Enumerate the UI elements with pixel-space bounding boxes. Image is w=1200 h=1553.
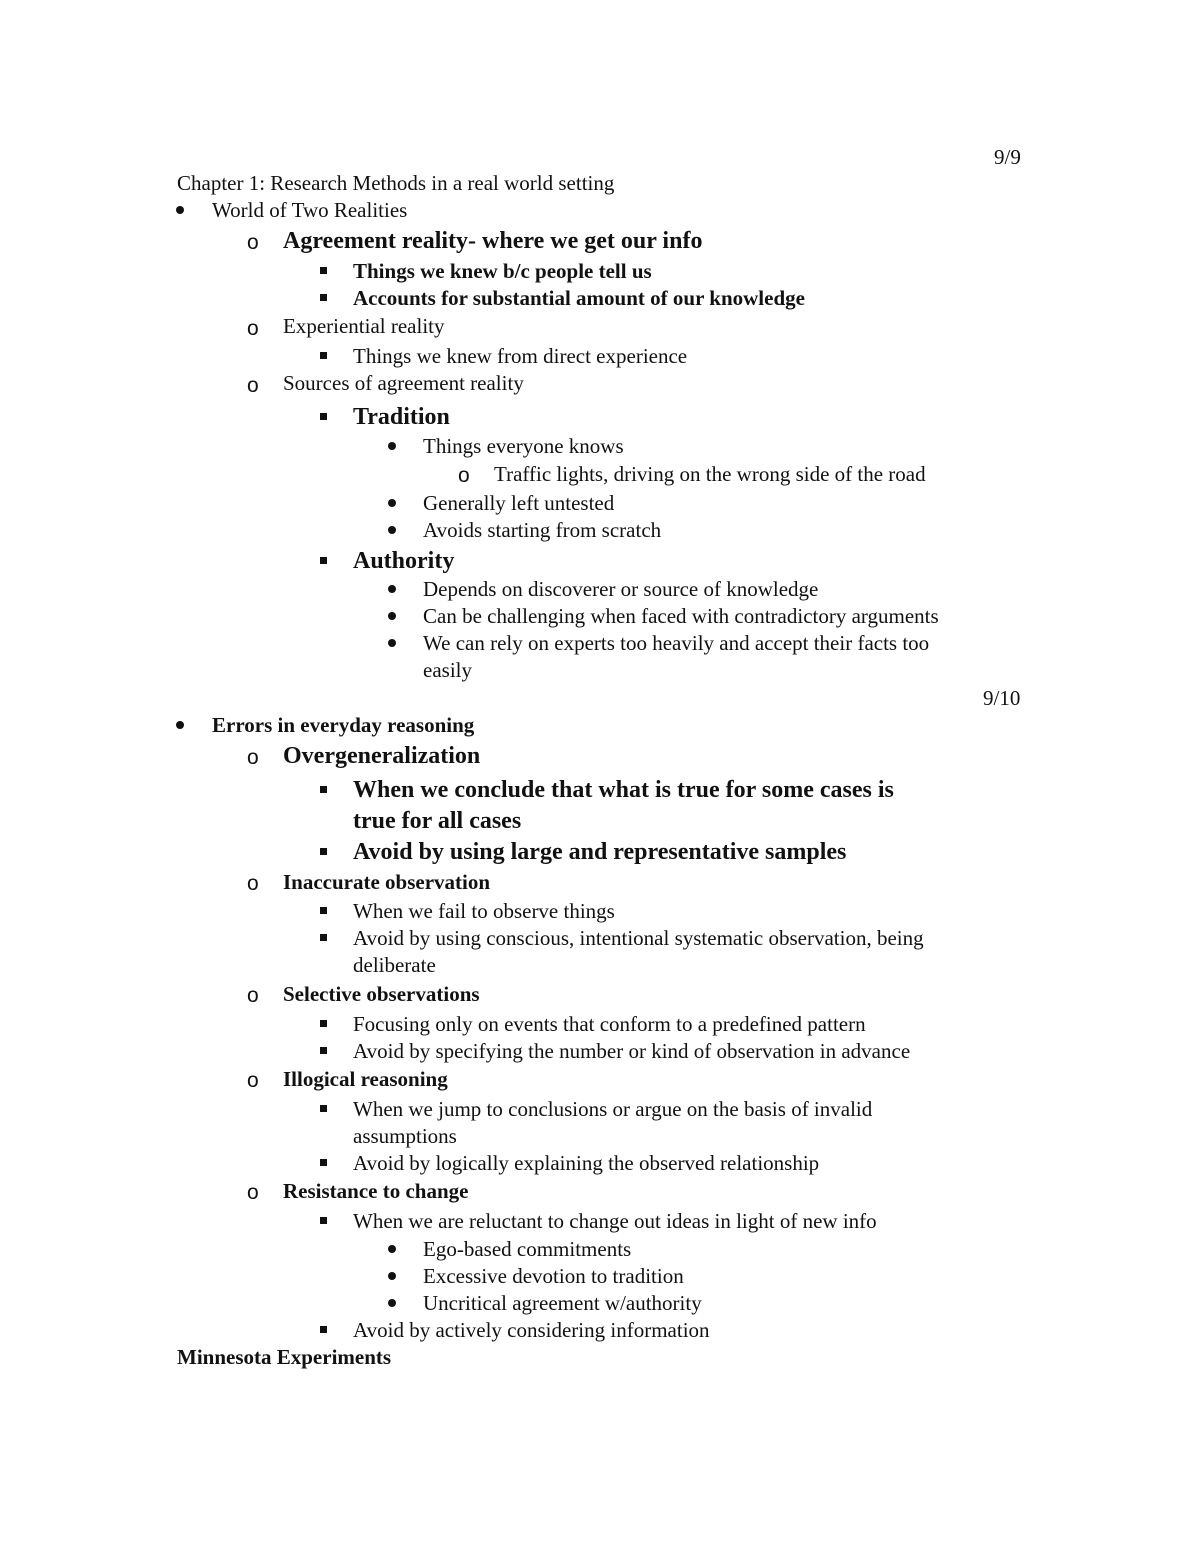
list-item: Illogical reasoning — [283, 1067, 448, 1091]
list-item: Agreement reality- where we get our info — [283, 228, 703, 254]
bullet-disc — [388, 442, 396, 450]
bullet-circle: o — [247, 746, 259, 769]
bullet-square — [320, 1020, 327, 1027]
bullet-square — [320, 1326, 327, 1333]
bullet-square — [320, 786, 327, 793]
list-item: Can be challenging when faced with contradictory arguments — [423, 604, 939, 628]
list-item: Depends on discoverer or source of knowledge — [423, 577, 819, 601]
bullet-circle: o — [247, 317, 259, 340]
chapter-title: Chapter 1: Research Methods in a real world setting — [177, 171, 615, 195]
list-item: Things we knew from direct experience — [353, 344, 688, 368]
list-item: Inaccurate observation — [283, 870, 491, 894]
list-item: Experiential reality — [283, 314, 445, 338]
list-item: Resistance to change — [283, 1179, 469, 1203]
bullet-square — [320, 557, 327, 564]
list-item: Uncritical agreement w/authority — [423, 1291, 702, 1315]
bullet-square — [320, 294, 327, 301]
list-item-continuation: deliberate — [353, 953, 436, 977]
bullet-circle: o — [247, 231, 259, 254]
list-item: Accounts for substantial amount of our knowledge — [353, 286, 805, 310]
bullet-square — [320, 1105, 327, 1112]
bullet-square — [320, 267, 327, 274]
list-item: Avoid by specifying the number or kind of observation in advance — [353, 1039, 911, 1063]
bullet-circle: o — [247, 374, 259, 397]
date-label: 9/9 — [994, 145, 1021, 169]
bullet-disc — [176, 721, 184, 729]
list-item: Errors in everyday reasoning — [212, 713, 475, 737]
list-item: Avoids starting from scratch — [423, 518, 662, 542]
list-item: When we jump to conclusions or argue on the basis of invalid — [353, 1097, 873, 1121]
list-item: Authority — [353, 548, 455, 574]
list-item: When we fail to observe things — [353, 899, 615, 923]
list-item: Selective observations — [283, 982, 480, 1006]
list-item: Avoid by using conscious, intentional systematic observation, being — [353, 926, 924, 950]
list-item: Overgeneralization — [283, 743, 481, 769]
bullet-circle: o — [247, 1181, 259, 1204]
list-item: Focusing only on events that conform to a predefined pattern — [353, 1012, 866, 1036]
bullet-square — [320, 352, 327, 359]
list-item: World of Two Realities — [212, 198, 408, 222]
list-item: Avoid by actively considering information — [353, 1318, 710, 1342]
bullet-circle: o — [247, 984, 259, 1007]
list-item: When we are reluctant to change out ideas in light of new info — [353, 1209, 877, 1233]
list-item: Avoid by using large and representative samples — [353, 839, 847, 865]
list-item: We can rely on experts too heavily and accept their facts too — [423, 631, 930, 655]
bullet-disc — [388, 1272, 396, 1280]
list-item: Avoid by logically explaining the observed relationship — [353, 1151, 820, 1175]
list-item-continuation: easily — [423, 658, 472, 682]
list-item: Excessive devotion to tradition — [423, 1264, 684, 1288]
list-item: Sources of agreement reality — [283, 371, 524, 395]
bullet-disc — [388, 526, 396, 534]
bullet-disc — [388, 585, 396, 593]
bullet-square — [320, 934, 327, 941]
bullet-circle: o — [247, 1069, 259, 1092]
bullet-circle: o — [247, 872, 259, 895]
section-heading: Minnesota Experiments — [177, 1345, 392, 1369]
list-item: Traffic lights, driving on the wrong side of the road — [494, 462, 926, 486]
list-item: Things everyone knows — [423, 434, 624, 458]
bullet-disc — [176, 206, 184, 214]
bullet-square — [320, 1047, 327, 1054]
bullet-disc — [388, 1245, 396, 1253]
list-item-continuation: true for all cases — [353, 808, 522, 834]
bullet-disc — [388, 612, 396, 620]
bullet-square — [320, 1159, 327, 1166]
bullet-square — [320, 1217, 327, 1224]
date-label: 9/10 — [983, 686, 1021, 710]
bullet-square — [320, 907, 327, 914]
list-item: Generally left untested — [423, 491, 615, 515]
list-item-continuation: assumptions — [353, 1124, 457, 1148]
list-item: When we conclude that what is true for some cases is — [353, 777, 894, 803]
bullet-square — [320, 848, 327, 855]
list-item: Things we knew b/c people tell us — [353, 259, 652, 283]
list-item: Tradition — [353, 404, 450, 430]
bullet-disc — [388, 499, 396, 507]
bullet-disc — [388, 639, 396, 647]
bullet-disc — [388, 1299, 396, 1307]
bullet-circle: o — [458, 464, 470, 487]
list-item: Ego-based commitments — [423, 1237, 632, 1261]
bullet-square — [320, 413, 327, 420]
